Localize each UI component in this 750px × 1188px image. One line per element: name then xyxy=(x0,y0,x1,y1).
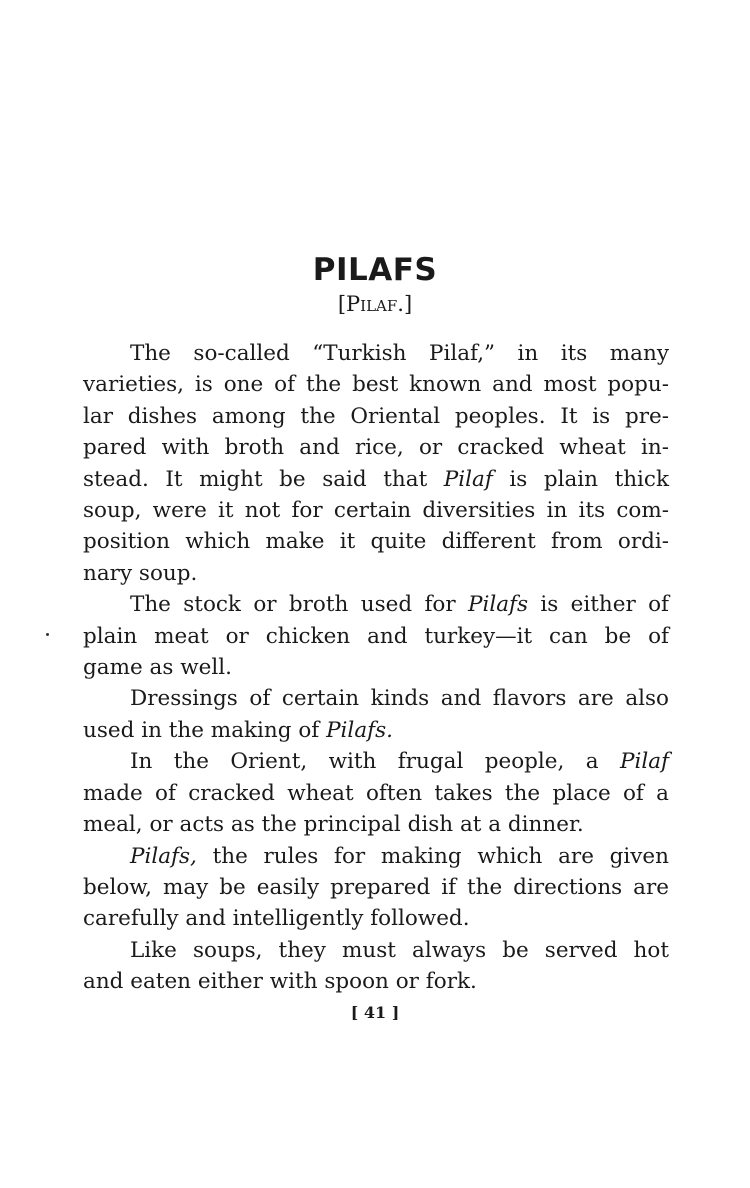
italic-term: Pilaf xyxy=(443,466,493,492)
text-line: The so-called “Turkish Pilaf,” in its many xyxy=(130,341,669,366)
italic-term: Pilaf xyxy=(620,749,669,775)
text-run: In the Orient, with frugal people, a xyxy=(130,749,620,775)
text-line: meal, or acts as the principal dish at a dinner. xyxy=(83,812,584,838)
text-run: is plain thick xyxy=(492,466,669,492)
text-line: varieties, is one of the best known and most popu- xyxy=(83,372,669,398)
text-line: and eaten either with spoon or fork. xyxy=(83,969,477,995)
text-line xyxy=(83,715,669,746)
italic-term: Pilafs, xyxy=(130,843,197,869)
italic-term: Pilafs. xyxy=(326,717,393,743)
text-line: game as well. xyxy=(83,655,232,681)
text-line: lar dishes among the Oriental peoples. It is pre- xyxy=(83,403,669,429)
text-line: pared with broth and rice, or cracked wheat in- xyxy=(83,435,669,461)
paragraph-1 xyxy=(83,338,669,589)
paragraph-4 xyxy=(83,746,669,840)
text-line: below, may be easily prepared if the directions are xyxy=(83,874,669,900)
text-run: the rules for making which are given xyxy=(196,843,669,869)
text-line: Dressings of certain kinds and flavors are also xyxy=(130,686,669,712)
paragraph-3 xyxy=(83,683,669,746)
text-line: plain meat or chicken and turkey—it can be of xyxy=(83,623,669,649)
text-line: soup, were it not for certain diversities in its com- xyxy=(83,498,669,524)
text-line xyxy=(83,746,669,777)
text-line xyxy=(83,841,669,872)
paragraph-2 xyxy=(83,589,669,683)
paragraph-5 xyxy=(83,841,669,935)
text-run: used in the making of xyxy=(83,717,327,743)
text-line: Like soups, they must always be served hot xyxy=(130,937,669,963)
page-subtitle: [Pilaf.] xyxy=(337,292,413,316)
italic-term: Pilafs xyxy=(468,592,529,618)
text-line xyxy=(83,464,669,495)
text-run: is either of xyxy=(528,592,670,618)
page-number: [ 41 ] xyxy=(350,1003,400,1022)
text-line: nary soup. xyxy=(83,560,198,586)
text-line: carefully and intelligently followed. xyxy=(83,906,470,932)
page-title: PILAFS xyxy=(312,252,438,288)
print-speck xyxy=(46,633,49,636)
paragraph-6 xyxy=(83,935,669,998)
text-run: stead. It might be said that xyxy=(83,466,444,492)
text-line: position which make it quite different from ordi- xyxy=(83,529,669,555)
body-text xyxy=(83,338,669,998)
text-run: The stock or broth used for xyxy=(130,592,468,618)
text-line xyxy=(83,589,669,620)
text-line: made of cracked wheat often takes the place of a xyxy=(83,780,669,806)
